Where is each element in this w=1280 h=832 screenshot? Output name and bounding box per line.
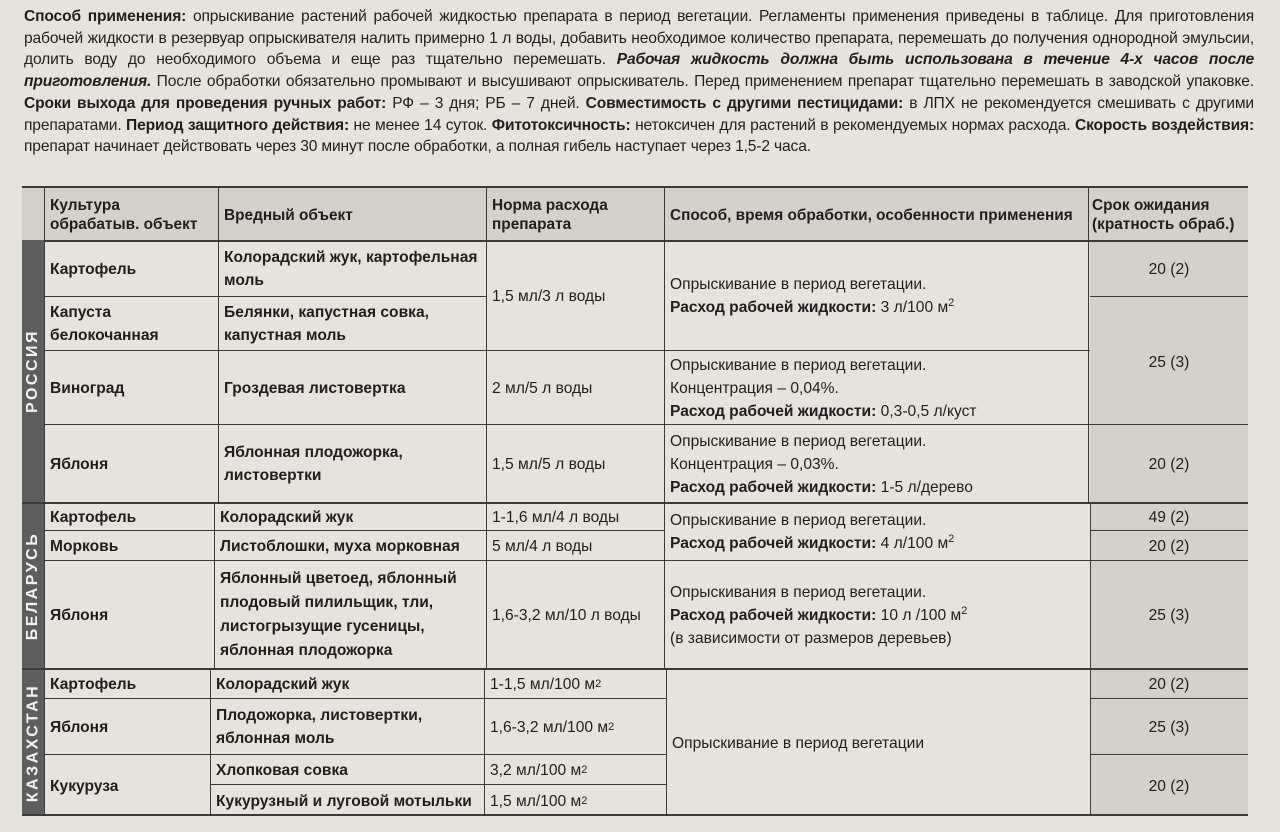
ru-method-potato-cabbage bbox=[664, 242, 1088, 350]
ru-method-rate-label: Расход рабочей жидкости: bbox=[670, 299, 877, 316]
method-label: Способ применения: bbox=[24, 8, 187, 25]
kz-pest-corn-1: Хлопковая совка bbox=[216, 761, 348, 779]
kz-rate-potato: 1-1,5 мл/100 м 2 bbox=[484, 670, 666, 698]
col-rule bbox=[486, 186, 487, 668]
by-pest-apple: Яблонный цветоед, яблонный плодовый пилильщик, тли, листогрызущие гусеницы, яблонная плодожорка bbox=[220, 570, 457, 659]
by-rate-potato: 1-1,6 мл/4 л воды bbox=[492, 508, 620, 526]
rule bbox=[44, 754, 666, 755]
by-method-potato-carrot bbox=[664, 504, 1090, 560]
ru-pest-apple: Яблонная плодожорка, листовертки bbox=[224, 444, 403, 484]
kz-method: Опрыскивание в период вегетации bbox=[672, 734, 925, 752]
rule bbox=[44, 530, 664, 531]
kz-rate-potato-value: 1-1,5 мл/100 м bbox=[490, 675, 596, 693]
rule bbox=[1090, 754, 1248, 755]
compatibility-label: Совместимость с другими пестицидами: bbox=[585, 94, 904, 112]
speed-text: препарат начинает действовать через 30 минут после обработки, а полная гибель наступает через 1,5-2 часа. bbox=[24, 138, 811, 156]
squared-mark: 2 bbox=[948, 533, 955, 545]
ru-rate-potato-cabbage: 1,5 мл/3 л воды bbox=[492, 287, 606, 305]
ru-wait-apple: 20 (2) bbox=[1148, 455, 1190, 473]
ru-grape-rate-label: Расход рабочей жидкости: bbox=[670, 402, 877, 420]
col-rule bbox=[218, 186, 219, 502]
by-apple-rate-label: Расход рабочей жидкости: bbox=[670, 606, 877, 624]
kz-pest-corn-2: Кукурузный и луговой мотыльки bbox=[216, 792, 472, 810]
ru-grape-method-line1: Опрыскивание в период вегетации. bbox=[670, 356, 927, 374]
kz-rate-apple: 1,6-3,2 мл/100 м 2 bbox=[484, 700, 666, 754]
ru-rate-apple: 1,5 мл/5 л воды bbox=[492, 455, 606, 473]
country-russia bbox=[22, 240, 44, 502]
ru-pest-potato: Колорадский жук, картофельная моль bbox=[224, 249, 478, 289]
header-pest: Вредный объект bbox=[224, 206, 353, 224]
compatibility-text: в ЛПХ не рекомендуется смешивать с другими препаратами. bbox=[24, 94, 1254, 134]
kz-wait-potato: 20 (2) bbox=[1148, 675, 1190, 693]
header-crop: Культура обрабатыв. объект bbox=[50, 197, 198, 233]
rule bbox=[22, 668, 1248, 670]
ru-apple-rate-value: 1-5 л/дерево bbox=[876, 478, 973, 496]
ru-crop-potato: Картофель bbox=[50, 260, 137, 278]
header-bottom-rule bbox=[44, 240, 1248, 242]
rule bbox=[44, 698, 666, 699]
ru-grape-concentration: Концентрация – 0,04%. bbox=[670, 379, 839, 397]
by-method-line1: Опрыскивание в период вегетации. bbox=[670, 512, 927, 529]
col-rule bbox=[1088, 186, 1089, 502]
kz-crop-apple: Яблоня bbox=[50, 718, 109, 736]
col-rule bbox=[214, 502, 215, 668]
by-apple-method-line1: Опрыскивания в период вегетации. bbox=[670, 583, 927, 601]
squared-mark: 2 bbox=[948, 297, 955, 309]
rule bbox=[1090, 296, 1248, 297]
country-kazakhstan-label: КАЗАХСТАН bbox=[24, 683, 41, 803]
by-crop-potato: Картофель bbox=[50, 508, 137, 526]
by-apple-method-note: (в зависимости от размеров деревьев) bbox=[670, 629, 952, 647]
ru-crop-grape: Виноград bbox=[50, 379, 125, 397]
reentry-label: Сроки выхода для проведения ручных работ: bbox=[24, 94, 387, 112]
country-belarus bbox=[22, 504, 44, 668]
by-crop-apple: Яблоня bbox=[50, 606, 109, 624]
by-rate-carrot: 5 мл/4 л воды bbox=[492, 537, 593, 555]
ru-grape-rate-value: 0,3-0,5 л/куст bbox=[876, 402, 977, 420]
ru-method-rate-value: 3 л/100 м bbox=[876, 299, 949, 316]
ru-method-grape bbox=[664, 352, 1088, 424]
by-wait-apple: 25 (3) bbox=[1148, 606, 1190, 624]
country-belarus-label: БЕЛАРУСЬ bbox=[24, 531, 42, 641]
col-rule bbox=[664, 186, 665, 668]
rule bbox=[44, 296, 486, 297]
kz-pest-apple: Плодожорка, листовертки, яблонная моль bbox=[216, 707, 423, 747]
by-pest-carrot: Листоблошки, муха морковная bbox=[220, 537, 460, 555]
protection-text: не менее 14 суток. bbox=[349, 116, 492, 134]
rule bbox=[1090, 530, 1248, 531]
country-kazakhstan bbox=[22, 670, 44, 816]
by-wait-carrot: 20 (2) bbox=[1148, 537, 1190, 555]
rule bbox=[22, 502, 1248, 504]
rule bbox=[1090, 698, 1248, 699]
ru-method-apple bbox=[664, 426, 1088, 502]
header-method: Способ, время обработки, особенности применения bbox=[670, 206, 1073, 224]
rule bbox=[210, 784, 666, 785]
table-bottom-rule bbox=[22, 814, 1248, 816]
ru-pest-grape: Гроздевая листовертка bbox=[224, 379, 406, 397]
by-method-rate-value: 4 л/100 м bbox=[876, 535, 949, 552]
ru-pest-cabbage: Белянки, капустная совка, капустная моль bbox=[224, 304, 429, 344]
ru-wait-cabbage-grape: 25 (3) bbox=[1148, 353, 1190, 371]
col-rule bbox=[666, 668, 667, 816]
col-rule bbox=[44, 186, 45, 816]
by-apple-rate-value: 10 л /100 м bbox=[876, 606, 962, 624]
by-method-apple bbox=[664, 562, 1090, 668]
squared-mark: 2 bbox=[961, 604, 968, 617]
application-table bbox=[22, 186, 1248, 816]
col-rule bbox=[210, 668, 211, 816]
method-text: опрыскивание растений рабочей жидкостью препарата в период вегетации. Регламенты применения приведены в таблице. Для приготовления рабочей жидкости в резервуар опрыскивателя налить примерно 1 л воды, добавить необходимое количество препарата, перемешать до получения однородной эмульсии, долить воду до необходимого объема и еще раз тщательно перемешать. bbox=[24, 8, 1254, 69]
rule bbox=[44, 560, 1248, 561]
header-rate: Норма расхода препарата bbox=[492, 197, 608, 233]
col-rule bbox=[1090, 502, 1091, 816]
kz-wait-apple: 25 (3) bbox=[1148, 718, 1190, 736]
by-wait-potato: 49 (2) bbox=[1148, 508, 1190, 526]
kz-crop-corn: Кукуруза bbox=[50, 777, 119, 795]
kz-pest-potato: Колорадский жук bbox=[216, 675, 350, 693]
usage-instructions bbox=[24, 6, 1254, 158]
col-rule bbox=[484, 668, 485, 816]
by-pest-potato: Колорадский жук bbox=[220, 508, 354, 526]
rule bbox=[44, 424, 1248, 425]
table-top-rule bbox=[22, 186, 1248, 188]
by-rate-apple: 1,6-3,2 мл/10 л воды bbox=[492, 606, 641, 624]
rule bbox=[44, 350, 1090, 351]
ru-apple-rate-label: Расход рабочей жидкости: bbox=[670, 478, 877, 496]
country-russia-label: РОССИЯ bbox=[24, 328, 42, 414]
phytotoxicity-text: нетоксичен для растений в рекомендуемых нормах расхода. bbox=[630, 116, 1075, 134]
by-method-rate-label: Расход рабочей жидкости: bbox=[670, 535, 877, 552]
kz-rate-corn-1-value: 3,2 мл/100 м bbox=[490, 761, 582, 779]
kz-rate-corn-1: 3,2 мл/100 м 2 bbox=[484, 756, 666, 784]
reentry-text: РФ – 3 дня; РБ – 7 дней. bbox=[386, 94, 586, 112]
header-wait: Срок ожидания (кратность обраб.) bbox=[1092, 197, 1235, 233]
ru-crop-apple: Яблоня bbox=[50, 455, 109, 473]
kz-wait-corn: 20 (2) bbox=[1148, 777, 1190, 795]
pot-life-warning: Рабочая жидкость должна быть использована в течение 4-х часов после приготовления. bbox=[24, 51, 1254, 91]
kz-rate-corn-2-value: 1,5 мл/100 м bbox=[490, 792, 582, 810]
by-crop-carrot: Морковь bbox=[50, 537, 119, 555]
ru-method-line1: Опрыскивание в период вегетации. bbox=[670, 276, 927, 293]
ru-crop-cabbage: Капуста белокочанная bbox=[50, 304, 159, 344]
kz-rate-corn-2: 1,5 мл/100 м 2 bbox=[484, 786, 666, 816]
ru-apple-concentration: Концентрация – 0,03%. bbox=[670, 455, 839, 473]
protection-label: Период защитного действия: bbox=[126, 116, 350, 134]
kz-crop-potato: Картофель bbox=[50, 675, 137, 693]
phytotoxicity-label: Фитотоксичность: bbox=[491, 116, 631, 134]
ru-rate-grape: 2 мл/5 л воды bbox=[492, 379, 593, 397]
speed-label: Скорость воздействия: bbox=[1074, 116, 1255, 134]
kz-rate-apple-value: 1,6-3,2 мл/100 м bbox=[490, 718, 609, 736]
ru-wait-potato: 20 (2) bbox=[1148, 260, 1190, 278]
ru-apple-method-line1: Опрыскивание в период вегетации. bbox=[670, 432, 927, 450]
after-treatment-text: После обработки обязательно промывают и высушивают опрыскиватель. Перед применением препарат тщательно перемешать в заводской упаковке. bbox=[151, 73, 1254, 91]
